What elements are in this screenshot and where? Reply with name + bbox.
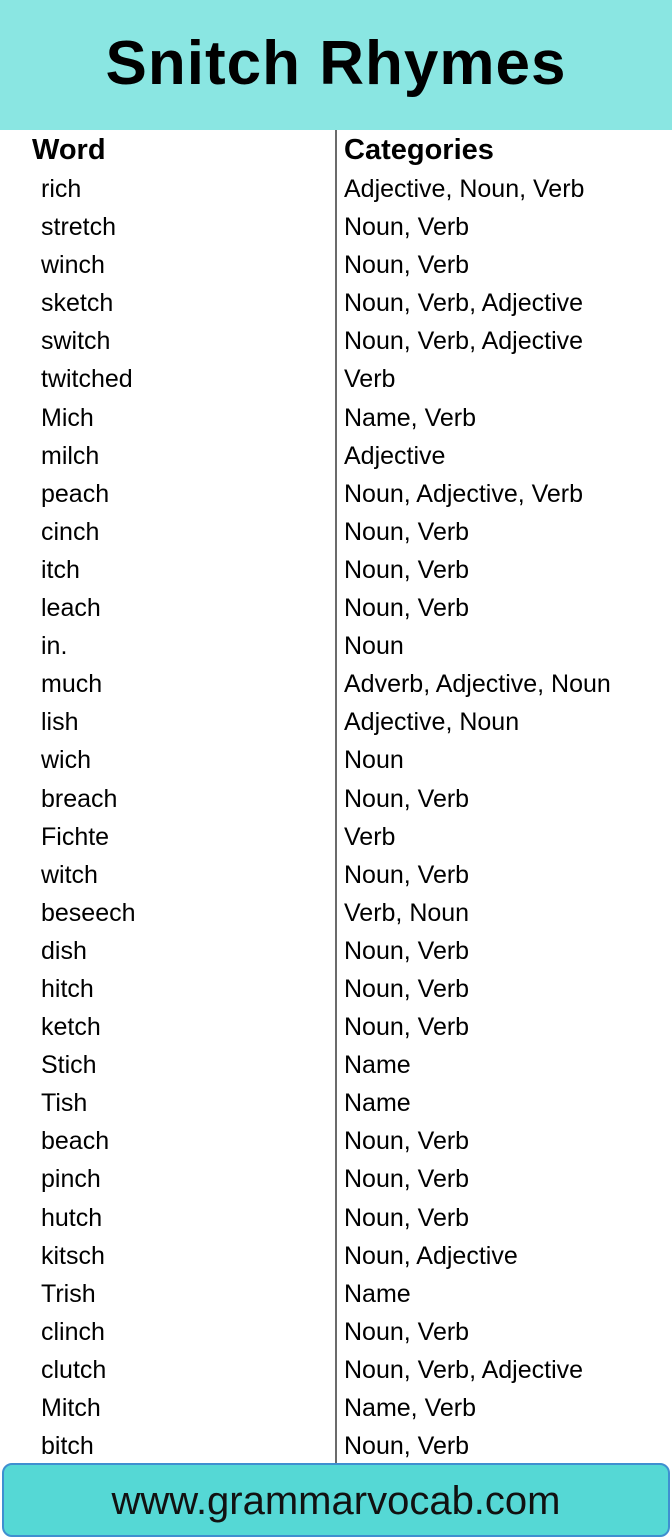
table-row bbox=[0, 322, 672, 360]
word-cell: breach bbox=[41, 784, 118, 813]
table-row bbox=[0, 284, 672, 322]
categories-cell: Noun, Verb bbox=[344, 974, 470, 1003]
table-row bbox=[0, 1275, 672, 1313]
table-row bbox=[0, 475, 672, 513]
table-row bbox=[0, 1389, 672, 1427]
table-row bbox=[0, 589, 672, 627]
categories-cell: Noun, Verb bbox=[344, 1127, 470, 1156]
categories-cell: Adverb, Adjective, Noun bbox=[344, 670, 611, 699]
word-cell: witch bbox=[41, 860, 98, 889]
word-cell: Stich bbox=[41, 1051, 97, 1080]
table-row bbox=[0, 1084, 672, 1122]
table-row bbox=[0, 513, 672, 551]
categories-cell: Adjective, Noun bbox=[344, 708, 520, 737]
word-cell: kitsch bbox=[41, 1241, 105, 1270]
word-cell: clutch bbox=[41, 1355, 107, 1384]
word-cell: Fichte bbox=[41, 822, 110, 851]
categories-cell: Noun, Verb bbox=[344, 936, 470, 965]
word-cell: Trish bbox=[41, 1279, 96, 1308]
categories-cell: Verb, Noun bbox=[344, 898, 470, 927]
word-cell: itch bbox=[41, 555, 80, 584]
categories-cell: Noun, Verb bbox=[344, 1317, 470, 1346]
table-row bbox=[0, 551, 672, 589]
categories-cell: Noun, Verb bbox=[344, 555, 470, 584]
categories-cell: Noun, Verb bbox=[344, 1203, 470, 1232]
word-cell: peach bbox=[41, 479, 110, 508]
categories-cell: Noun, Verb bbox=[344, 1432, 470, 1461]
word-cell: rich bbox=[41, 175, 82, 203]
categories-cell: Noun, Verb bbox=[344, 1013, 470, 1042]
table-row bbox=[0, 360, 672, 398]
categories-cell: Noun, Verb bbox=[344, 784, 470, 813]
word-cell: milch bbox=[41, 441, 100, 470]
word-cell: switch bbox=[41, 327, 111, 356]
table-row bbox=[0, 741, 672, 779]
word-cell: Tish bbox=[41, 1089, 88, 1118]
word-cell: wich bbox=[41, 746, 92, 775]
categories-cell: Noun, Verb, Adjective bbox=[344, 327, 584, 356]
word-cell: Mitch bbox=[41, 1394, 101, 1422]
categories-cell: Noun bbox=[344, 746, 404, 775]
categories-cell: Adjective bbox=[344, 441, 446, 470]
column-header-categories: Categories bbox=[344, 134, 494, 166]
table-row bbox=[0, 437, 672, 475]
table-row bbox=[0, 894, 672, 932]
word-cell: leach bbox=[41, 594, 101, 623]
word-cell: much bbox=[41, 670, 103, 699]
page-title: Snitch Rhymes bbox=[105, 28, 567, 98]
table-row bbox=[0, 1008, 672, 1046]
table-row bbox=[0, 1427, 672, 1465]
table-row bbox=[0, 780, 672, 818]
categories-cell: Name, Verb bbox=[344, 1394, 477, 1422]
categories-cell: Verb bbox=[344, 365, 396, 394]
table-row bbox=[0, 1313, 672, 1351]
footer-banner bbox=[2, 1463, 670, 1537]
table-row bbox=[0, 246, 672, 284]
categories-cell: Noun, Adjective bbox=[344, 1241, 518, 1270]
categories-cell: Noun, Verb, Adjective bbox=[344, 1355, 584, 1384]
word-cell: sketch bbox=[41, 289, 114, 318]
word-cell: hutch bbox=[41, 1203, 103, 1232]
categories-cell: Noun, Verb bbox=[344, 1165, 470, 1194]
word-cell: pinch bbox=[41, 1165, 101, 1194]
table-row bbox=[0, 1237, 672, 1275]
table-row bbox=[0, 208, 672, 246]
title-banner bbox=[0, 0, 672, 130]
word-cell: hitch bbox=[41, 974, 94, 1003]
table-row bbox=[0, 665, 672, 703]
word-cell: winch bbox=[41, 251, 105, 280]
categories-cell: Noun, Verb bbox=[344, 594, 470, 623]
table-row bbox=[0, 856, 672, 894]
table-row bbox=[0, 818, 672, 856]
categories-cell: Noun bbox=[344, 632, 404, 661]
column-header-word: Word bbox=[32, 134, 106, 166]
word-cell: stretch bbox=[41, 213, 117, 242]
word-cell: bitch bbox=[41, 1432, 94, 1461]
table-row bbox=[0, 1160, 672, 1198]
table-row bbox=[0, 1199, 672, 1237]
categories-cell: Adjective, Noun, Verb bbox=[344, 175, 585, 203]
table-row bbox=[0, 627, 672, 665]
categories-cell: Noun, Verb, Adjective bbox=[344, 289, 584, 318]
table-row bbox=[0, 970, 672, 1008]
word-cell: beseech bbox=[41, 898, 136, 927]
categories-cell: Noun, Adjective, Verb bbox=[344, 479, 584, 508]
word-cell: cinch bbox=[41, 517, 100, 546]
categories-cell: Noun, Verb bbox=[344, 860, 470, 889]
word-cell: beach bbox=[41, 1127, 110, 1156]
footer-url[interactable]: www.grammarvocab.com bbox=[111, 1478, 561, 1523]
table-row bbox=[0, 932, 672, 970]
table-row bbox=[0, 170, 672, 208]
table-row bbox=[0, 703, 672, 741]
table-row bbox=[0, 1122, 672, 1160]
word-cell: clinch bbox=[41, 1317, 105, 1346]
categories-cell: Noun, Verb bbox=[344, 251, 470, 280]
word-cell: dish bbox=[41, 936, 87, 965]
rhyme-table bbox=[0, 170, 672, 1465]
categories-cell: Verb bbox=[344, 822, 396, 851]
table-row bbox=[0, 399, 672, 437]
word-cell: ketch bbox=[41, 1013, 101, 1042]
word-cell: twitched bbox=[41, 365, 133, 394]
categories-cell: Name bbox=[344, 1279, 411, 1308]
categories-cell: Name, Verb bbox=[344, 403, 477, 432]
table-row bbox=[0, 1351, 672, 1389]
word-cell: in. bbox=[41, 632, 68, 661]
categories-cell: Name bbox=[344, 1089, 411, 1118]
word-cell: lish bbox=[41, 708, 79, 737]
categories-cell: Name bbox=[344, 1051, 411, 1080]
table-row bbox=[0, 1046, 672, 1084]
categories-cell: Noun, Verb bbox=[344, 517, 470, 546]
word-cell: Mich bbox=[41, 403, 94, 432]
categories-cell: Noun, Verb bbox=[344, 213, 470, 242]
